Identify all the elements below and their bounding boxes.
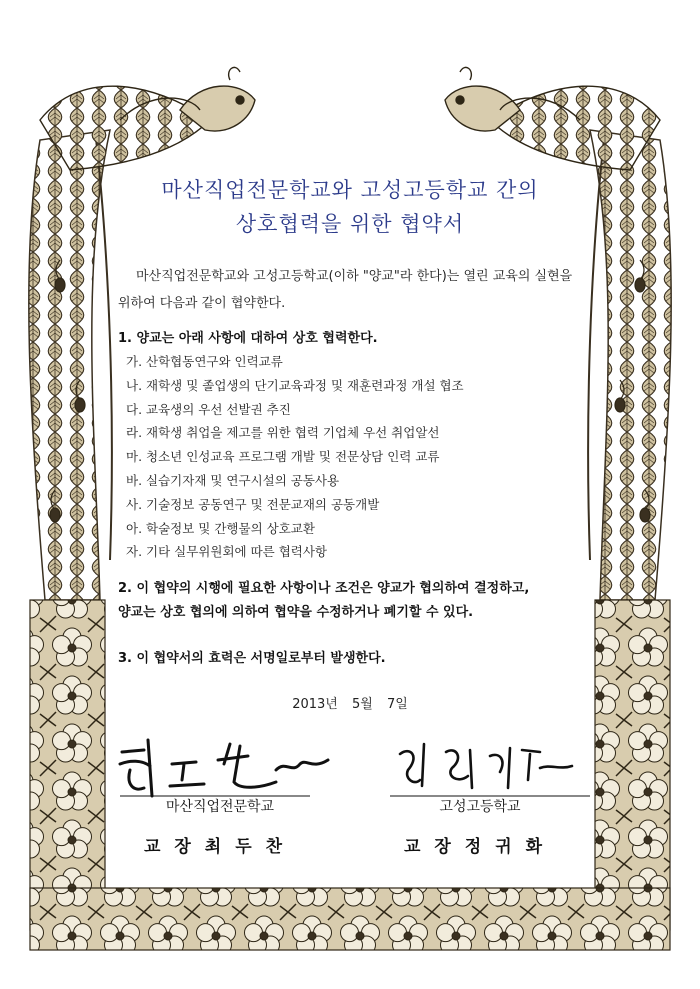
section-2-line2: 양교는 상호 협의에 의하여 협약을 수정하거나 폐기할 수 있다.: [118, 605, 474, 620]
phoenix-left-icon: [40, 67, 255, 170]
section-3: 3. 이 협약서의 효력은 서명일로부터 발생한다.: [118, 651, 386, 666]
signing-date: 2013년 5월 7일: [292, 697, 408, 712]
school-name-right: 고성고등학교: [439, 799, 521, 815]
list-item: 사. 기술정보 공동연구 및 전문교재의 공동개발: [126, 496, 380, 512]
list-item: 아. 학술정보 및 간행물의 상호교환: [126, 520, 315, 536]
principal-name-left: 교장최두찬: [143, 837, 297, 857]
signature-right-icon: [360, 730, 600, 800]
principal-name-right: 교장정귀화: [403, 837, 557, 857]
section-1-heading: 1. 양교는 아래 사항에 대하여 상호 협력한다.: [118, 331, 378, 346]
document-title-line1: 마산직업전문학교와 고성고등학교 간의: [161, 178, 539, 202]
school-name-left: 마산직업전문학교: [165, 799, 275, 815]
section-2-line1: 2. 이 협약의 시행에 필요한 사항이나 조건은 양교가 협의하여 결정하고,: [118, 581, 530, 596]
list-item: 라. 재학생 취업을 제고를 위한 협력 기업체 우선 취업알선: [126, 425, 440, 441]
section-1-items: [126, 350, 586, 564]
document-title-line2: 상호협력을 위한 협약서: [235, 212, 465, 236]
list-item: 자. 기타 실무위원회에 따른 협력사항: [126, 544, 327, 560]
list-item: 나. 재학생 및 졸업생의 단기교육과정 및 재훈련과정 개설 협조: [126, 377, 464, 393]
phoenix-right-icon: [445, 67, 660, 170]
list-item: 바. 실습기자재 및 연구시설의 공동사용: [126, 472, 340, 488]
list-item: 가. 산학협동연구와 인력교류: [126, 354, 283, 369]
list-item: 다. 교육생의 우선 선발권 추진: [126, 401, 291, 417]
list-item: 마. 청소년 인성교육 프로그램 개발 및 전문상담 인력 교류: [126, 449, 440, 465]
signatory-right: [360, 730, 600, 857]
signatory-left: [100, 730, 340, 857]
intro-paragraph: 마산직업전문학교와 고성고등학교(이하 "양교"라 한다)는 열린 교육의 실현을 위하여 다음과 같이 협약한다.: [118, 269, 573, 311]
signature-left-icon: [100, 730, 340, 800]
